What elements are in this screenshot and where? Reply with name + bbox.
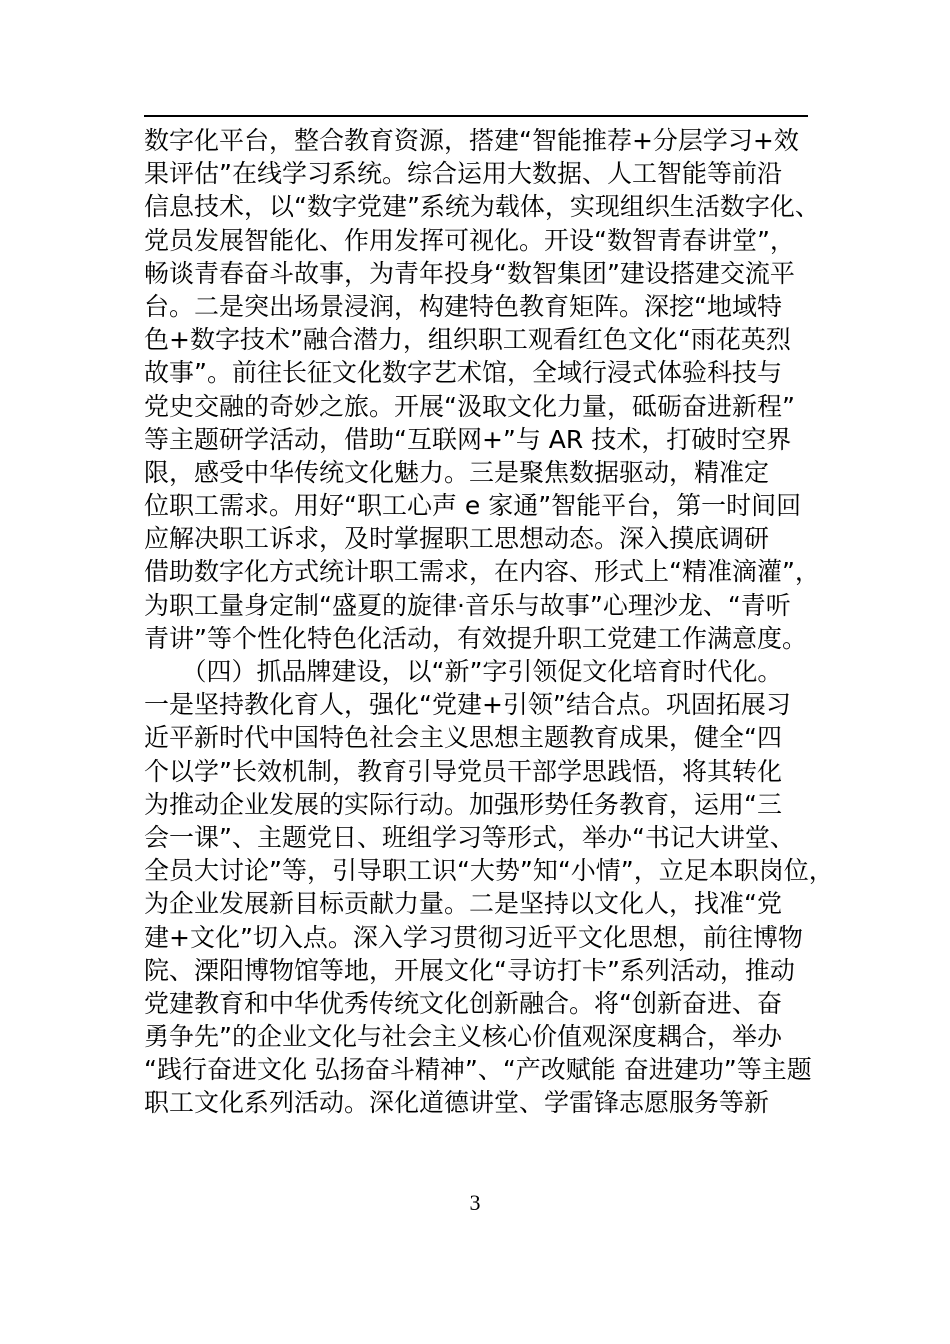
header-rule (144, 115, 808, 117)
text-line: 台。二是突出场景浸润，构建特色教育矩阵。深挖“地域特 (144, 291, 782, 321)
text-line: 个以学”长效机制，教育引导党员干部学思践悟，将其转化 (144, 756, 782, 786)
body-text (144, 124, 844, 1120)
text-line: 果评估”在线学习系统。综合运用大数据、人工智能等前沿 (144, 159, 782, 189)
text-line: 青讲”等个性化特色化活动，有效提升职工党建工作满意度。 (144, 623, 807, 653)
text-line: 限，感受中华传统文化魅力。三是聚焦数据驱动，精准定 (144, 457, 770, 487)
text-line: 等主题研学活动，借助“互联网+”与 AR 技术，打破时空界 (144, 424, 792, 454)
text-line: 故事”。前往长征文化数字艺术馆，全域行浸式体验科技与 (144, 358, 782, 388)
text-line: 全员大讨论”等，引导职工识“大势”知“小情”，立足本职岗位， (144, 856, 834, 886)
text-line: 为企业发展新目标贡献力量。二是坚持以文化人，找准“党 (144, 889, 782, 919)
text-line: 位职工需求。用好“职工心声 e 家通”智能平台，第一时间回 (144, 491, 802, 521)
text-line: 为职工量身定制“盛夏的旋律·音乐与故事”心理沙龙、“青听 (144, 590, 791, 620)
text-line: 近平新时代中国特色社会主义思想主题教育成果，健全“四 (144, 723, 782, 753)
text-line: 一是坚持教化育人，强化“党建+引领”结合点。巩固拓展习 (144, 690, 791, 720)
text-line: 色+数字技术”融合潜力，组织职工观看红色文化“雨花英烈 (144, 325, 791, 355)
page-number: 3 (469, 1190, 481, 1215)
text-line: 借助数字化方式统计职工需求，在内容、形式上“精准滴灌”， (144, 557, 820, 587)
text-line: 数字化平台，整合教育资源，搭建“智能推荐+分层学习+效 (144, 126, 799, 155)
text-line: 党史交融的奇妙之旅。开展“汲取文化力量，砥砺奋进新程” (144, 391, 795, 421)
text-line: 党员发展智能化、作用发挥可视化。开设“数智青春讲堂”， (144, 225, 795, 255)
text-line: 院、溧阳博物馆等地，开展文化“寻访打卡”系列活动，推动 (144, 955, 795, 985)
text-line: 畅谈青春奋斗故事，为青年投身“数智集团”建设搭建交流平 (144, 258, 795, 288)
text-line: 应解决职工诉求，及时掌握职工思想动态。深入摸底调研 (144, 524, 770, 554)
text-line: 党建教育和中华优秀传统文化创新融合。将“创新奋进、奋 (144, 988, 782, 1018)
text-line: 职工文化系列活动。深化道德讲堂、学雷锋志愿服务等新 (144, 1088, 770, 1118)
text-line: 建+文化”切入点。深入学习贯彻习近平文化思想，前往博物 (144, 922, 803, 952)
text-line: 勇争先”的企业文化与社会主义核心价值观深度耦合，举办 (144, 1022, 782, 1052)
text-line: 会一课”、主题党日、班组学习等形式，举办“书记大讲堂、 (144, 822, 795, 852)
text-line: 为推动企业发展的实际行动。加强形势任务教育，运用“三 (144, 789, 782, 819)
section-heading-line: （四）抓品牌建设，以“新”字引领促文化培育时代化。 (144, 657, 783, 686)
text-line: “践行奋进文化 弘扬奋斗精神”、“产改赋能 奋进建功”等主题 (144, 1055, 812, 1085)
text-line: 信息技术，以“数字党建”系统为载体，实现组织生活数字化、 (144, 192, 820, 222)
